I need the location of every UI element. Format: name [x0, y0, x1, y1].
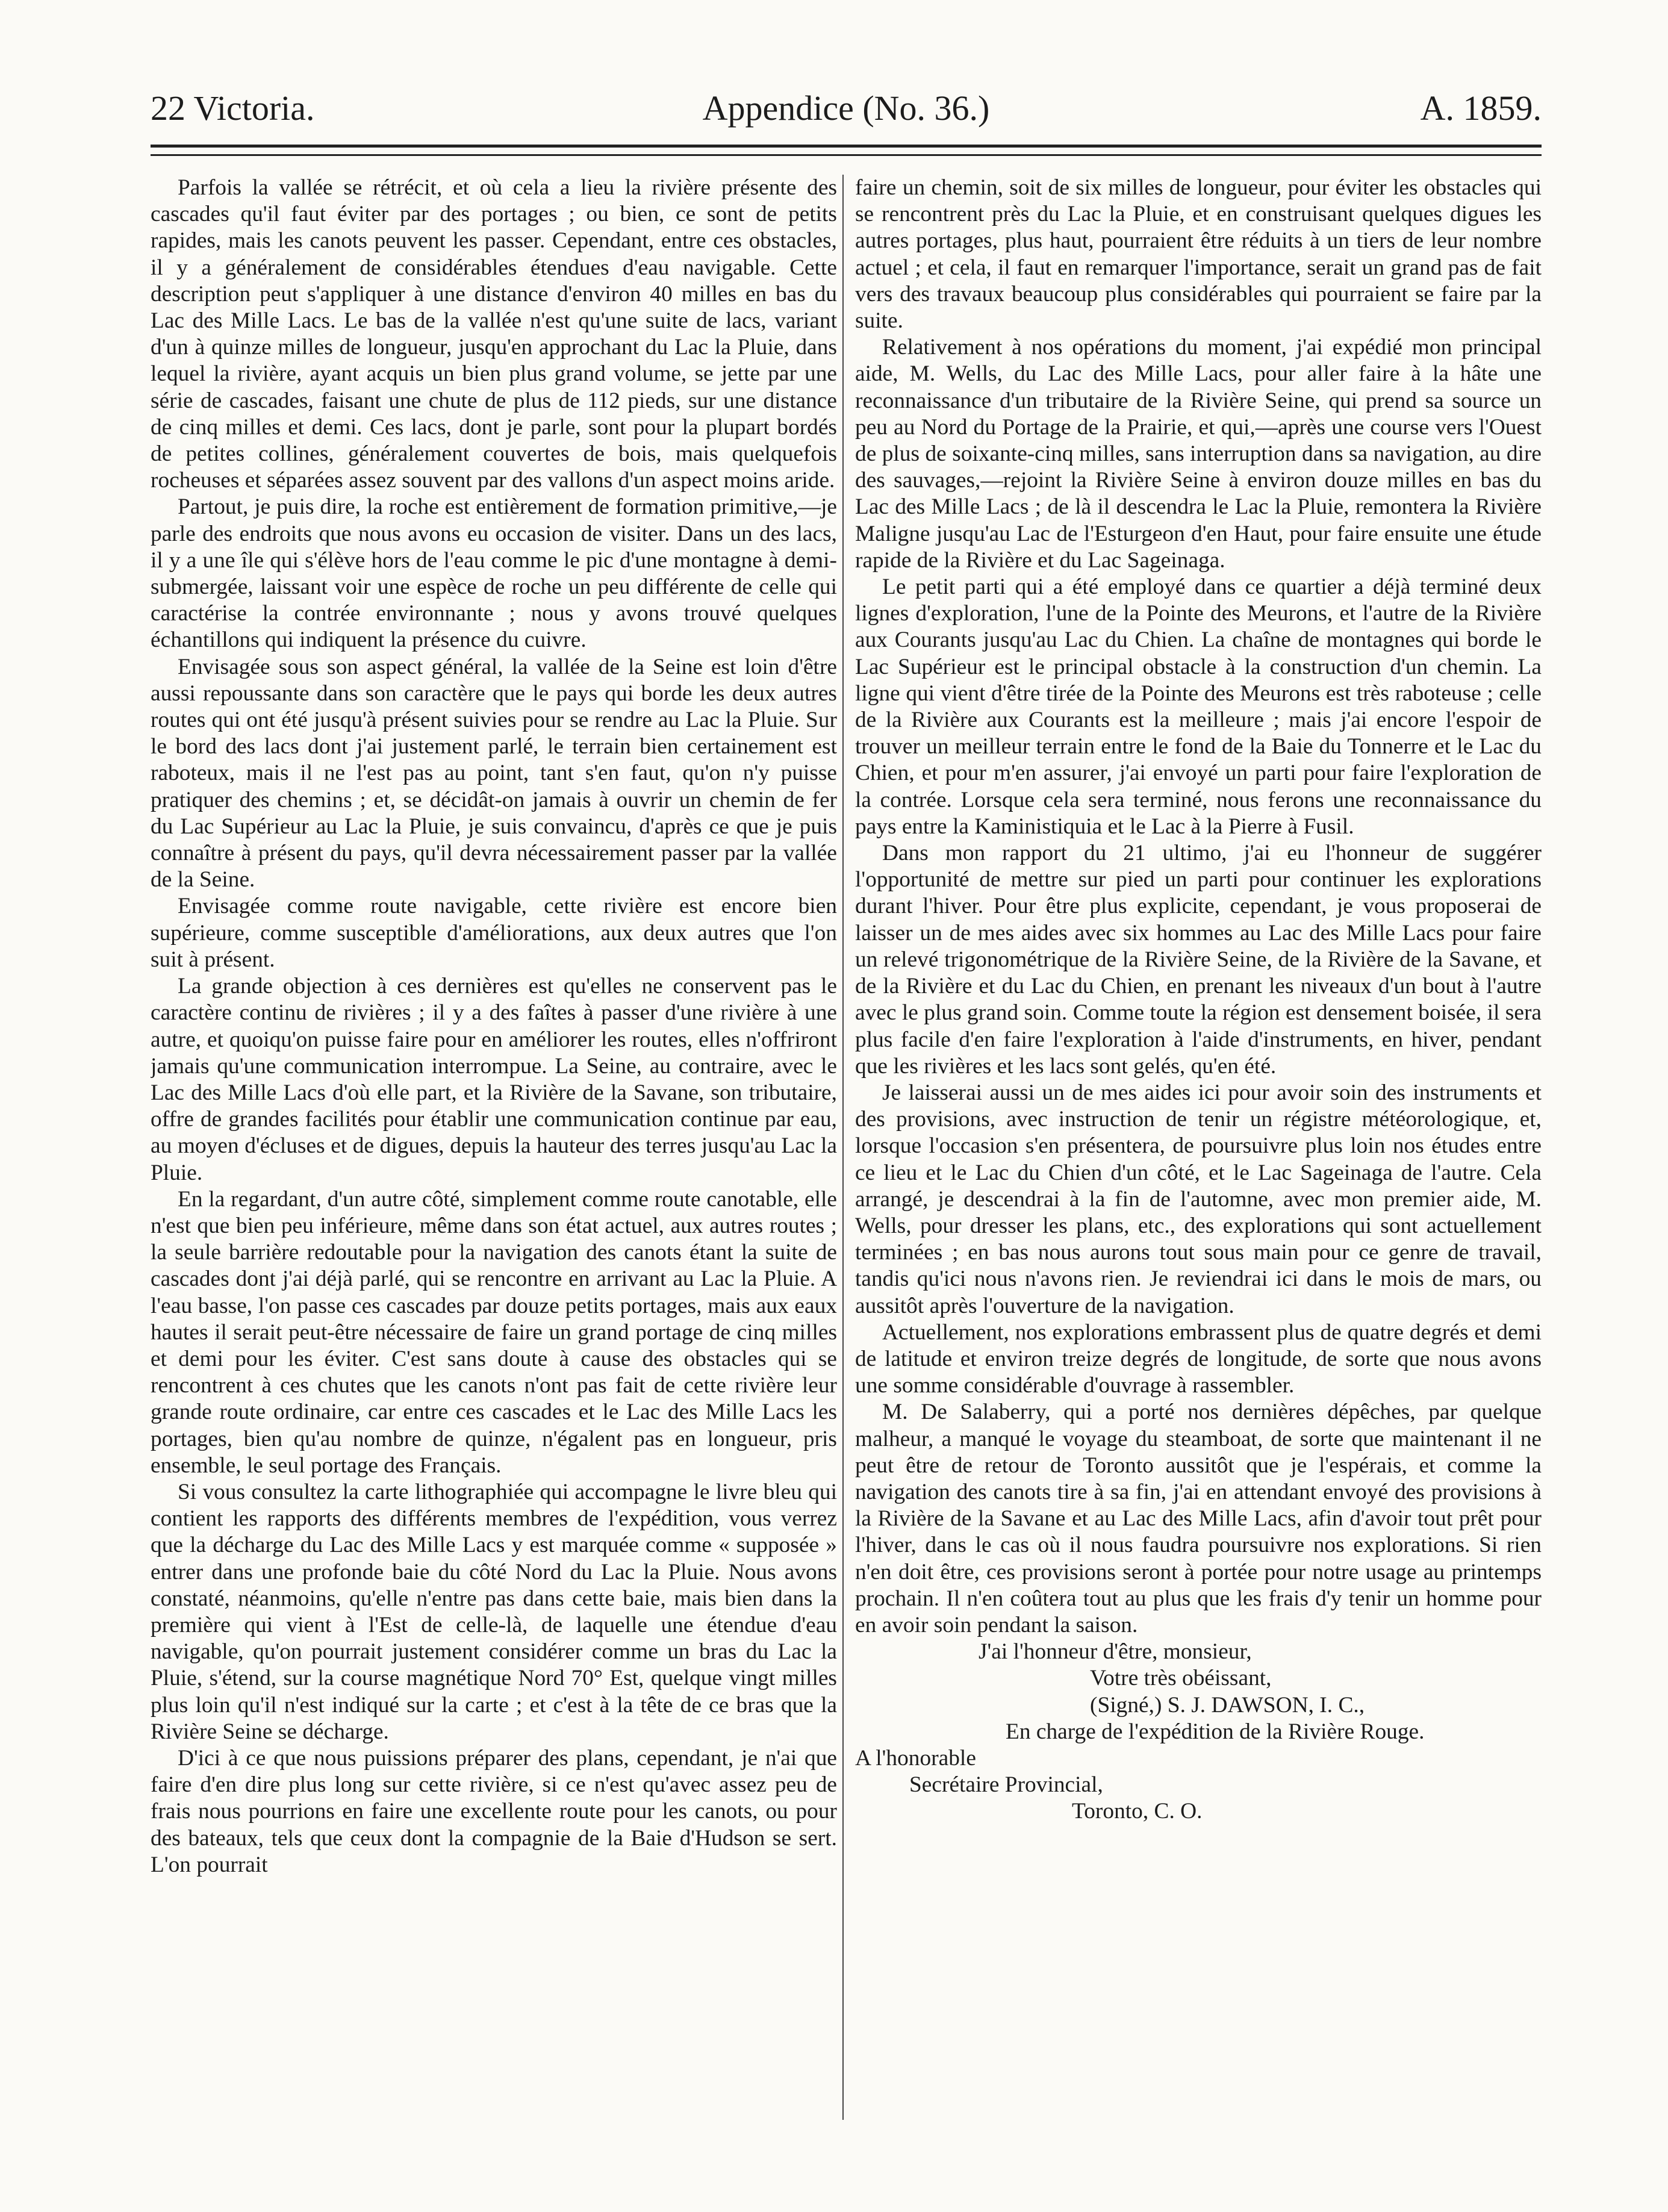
paragraph: Si vous consultez la carte lithographiée qui accompagne le livre bleu qui contient les rapports des différents membres de l'expédition, vous verrez que la décharge du Lac des Mille Lacs y est marquée comme « supposée » entrer dans une profonde baie du côté Nord du Lac la Pluie. Nous avons constaté, néanmoins, qu'elle n'entre pas dans cette baie, mais bien dans la première qui vient à l'Est de celle-là, de laquelle une étendue d'eau navigable, qu'on pourrait justement considérer comme un bras du Lac la Pluie, s'étend, sur la course magnétique Nord 70° Est, quelque vingt milles plus loin qu'il n'est indiqué sur la carte ; et c'est à la tête de ce bras que la Rivière Seine se décharge.	[151, 1479, 837, 1744]
closing-salutation: J'ai l'honneur d'être, monsieur,	[979, 1639, 1252, 1665]
paragraph: Le petit parti qui a été employé dans ce quartier a déjà terminé deux lignes d'exploration, l'une de la Pointe des Meurons, et l'autre de la Rivière aux Courants jusqu'au Lac du Chien. La chaîne de montagnes qui borde le Lac Supérieur est le principal obstacle à la construction d'un chemin. La ligne qui vient d'être tirée de la Pointe des Meurons est très raboteuse ; celle de la Rivière aux Courants est la meilleure ; mais j'ai encore l'espoir de trouver un meilleur terrain entre le fond de la Baie du Tonnerre et le Lac du Chien, et pour m'en assurer, j'ai envoyé un parti pour faire l'exploration de la contrée. Lorsque cela sera terminé, nous ferons une reconnaissance du pays entre la Kaministiquia et le Lac à la Pierre à Fusil.	[855, 575, 1542, 839]
header-year: A. 1859.	[1420, 89, 1542, 128]
paragraph: Envisagée sous son aspect général, la vallée de la Seine est loin d'être aussi repoussante dans son caractère que le pays qui borde les deux autres routes qui ont été jusqu'à présent suivies pour se rendre au Lac la Pluie. Sur le bord des lacs dont j'ai justement parlé, le terrain bien certainement est raboteux, mais il ne l'est pas au point, tant s'en faut, qu'on n'y puisse pratiquer des chemins ; et, se décidât-on jamais à ouvrir un chemin de fer du Lac Supérieur au Lac la Pluie, je suis convaincu, d'après ce que je puis connaître à présent du pays, qu'il devra nécessairement passer par la vallée de la Seine.	[151, 654, 837, 893]
left-column	[151, 175, 837, 2132]
header-appendix: Appendice (No. 36.)	[702, 89, 990, 128]
header-rule-thin	[151, 154, 1542, 156]
paragraph: Relativement à nos opérations du moment, j'ai expédié mon principal aide, M. Wells, du Lac des Mille Lacs, pour aller faire à la hâte une reconnaissance d'un tributaire de la Rivière Seine, qui prend sa source un peu au Nord du Portage de la Prairie, et qui,—après une course vers l'Ouest de plus de soixante-cinq milles, sans interruption dans sa navigation, au dire des sauvages,—rejoint la Rivière Seine à environ douze milles en bas du Lac des Mille Lacs ; de là il descendra le Lac la Pluie, remontera la Rivière Maligne jusqu'au Lac de l'Esturgeon d'en Haut, pour faire ensuite une étude rapide de la Rivière et du Lac Sageinaga.	[855, 335, 1542, 573]
header-rule-thick	[151, 145, 1542, 148]
paragraph-continued: faire un chemin, soit de six milles de longueur, pour éviter les obstacles qui se rencontrent près du Lac la Pluie, et en construisant quelques digues les autres portages, plus haut, pourraient être réduits à un tiers de leur nombre actuel ; et cela, il faut en remarquer l'importance, serait un grand pas de fait vers des travaux beaucoup plus considérables qui pourraient se faire par la suite.	[855, 175, 1542, 334]
paragraph: Actuellement, nos explorations embrassent plus de quatre degrés et demi de latitude et environ treize degrés de longitude, de sorte que nous avons une somme considérable d'ouvrage à rassembler.	[855, 1319, 1542, 1398]
paragraph: D'ici à ce que nous puissions préparer des plans, cependant, je n'ai que faire d'en dire plus long sur cette rivière, si ce n'est qu'avec assez peu de frais nous pourrions en faire une excellente route pour les canots, ou pour des bateaux, tels que ceux dont la compagnie de la Baie d'Hudson se sert. L'on pourrait	[151, 1745, 837, 1877]
addressee-line: A l'honorable	[855, 1745, 976, 1771]
right-column	[855, 175, 1542, 2132]
paragraph: En la regardant, d'un autre côté, simplement comme route canotable, elle n'est que bien peu inférieure, même dans son état actuel, aux autres routes ; la seule barrière redoutable pour la navigation des canots étant la suite de cascades dont j'ai déjà parlé, qui se rencontre en arrivant au Lac la Pluie. A l'eau basse, l'on passe ces cascades par douze petits portages, mais aux eaux hautes il serait peut-être nécessaire de faire un grand portage de cinq milles et demi pour les éviter. C'est sans doute à cause des obstacles qui se rencontrent à ces chutes que les canots n'ont pas fait de cette rivière leur grande route ordinaire, car entre ces cascades et le Lac des Mille Lacs les portages, bien qu'au nombre de quinze, n'égalent pas en longueur, pris ensemble, le seul portage des Français.	[151, 1186, 837, 1478]
running-header	[151, 84, 1542, 132]
paragraph: La grande objection à ces dernières est qu'elles ne conservent pas le caractère continu de rivières ; il y a des faîtes à passer d'une rivière à une autre, et quoiqu'on puisse faire pour en améliorer les routes, elles n'offriront jamais qu'une communication interrompue. La Seine, au contraire, avec le Lac des Mille Lacs d'où elle part, et la Rivière de la Savane, son tributaire, offre de grandes facilités pour établir une communication continue par eau, au moyen d'écluses et de digues, depuis la hauteur des terres jusqu'au Lac la Pluie.	[151, 974, 837, 1185]
paragraph: Envisagée comme route navigable, cette rivière est encore bien supérieure, comme susceptible d'améliorations, aux deux autres que l'on suit à présent.	[151, 894, 837, 972]
paragraph: Parfois la vallée se rétrécit, et où cela a lieu la rivière présente des cascades qu'il faut éviter par des portages ; ou bien, ce sont de petits rapides, mais les canots peuvent les passer. Cependant, entre ces obstacles, il y a généralement de considérables étendues d'eau navigable. Cette description peut s'appliquer à une distance d'environ 40 milles en bas du Lac des Mille Lacs. Le bas de la vallée n'est qu'une suite de lacs, variant d'un à quinze milles de longueur, jusqu'en approchant du Lac la Pluie, dans lequel la rivière, ayant acquis un bien plus grand volume, se jette par une série de cascades, faisant une chute de plus de 112 pieds, sur une distance de cinq milles et demi. Ces lacs, dont je parle, sont pour la plupart bordés de petites collines, généralement couvertes de bois, mais quelquefois rocheuses et séparées assez souvent par des vallons d'un aspect moins aride.	[151, 175, 837, 493]
letter-closing	[855, 1639, 1542, 1825]
closing-role: En charge de l'expédition de la Rivière Rouge.	[1006, 1719, 1425, 1744]
paragraph: Dans mon rapport du 21 ultimo, j'ai eu l'honneur de suggérer l'opportunité de mettre sur pied un parti pour continuer les explorations durant l'hiver. Pour être plus explicite, cependant, je vous proposerai de laisser un de mes aides avec six hommes au Lac des Mille Lacs pour faire un relevé trigonométrique de la Rivière Seine, de la Rivière de la Savane, et de la Rivière et du Lac du Chien, en prenant les niveaux d'un bout à l'autre avec le plus grand soin. Comme toute la région est densement boisée, il sera plus facile d'en faire l'exploration à l'aide d'instruments, en hiver, pendant que les rivières et les lacs sont gelés, qu'en été.	[855, 841, 1542, 1079]
closing-signature: (Signé,) S. J. DAWSON, I. C.,	[1090, 1692, 1365, 1718]
addressee-title: Secrétaire Provincial,	[909, 1772, 1103, 1798]
addressee-place: Toronto, C. O.	[1072, 1799, 1203, 1824]
paragraph: M. De Salaberry, qui a porté nos dernières dépêches, par quelque malheur, a manqué le voyage du steamboat, de sorte que maintenant il ne peut être de retour de Toronto aussitôt que je l'espérais, et comme la navigation des canots tire à sa fin, j'ai en attendant envoyé des provisions à la Rivière de la Savane et au Lac des Mille Lacs, afin d'avoir tout prêt pour l'hiver, dans le cas où il nous faudra poursuivre nos explorations. Si rien n'en doit être, ces provisions seront à portée pour notre usage au printemps prochain. Il n'en coûtera tout au plus que les frais d'y tenir un homme pour en avoir soin pendant la saison.	[855, 1400, 1542, 1637]
paragraph: Je laisserai aussi un de mes aides ici pour avoir soin des instruments et des provisions, avec instruction de tenir un régistre météorologique, et, lorsque l'occasion s'en présentera, de poursuivre plus loin nos études entre ce lieu et le Lac du Chien d'un côté, et le Lac Sageinaga de l'autre. Cela arrangé, je descendrai à la fin de l'automne, avec mon premier aide, M. Wells, pour dresser les plans, etc., des explorations qui sont actuellement terminées ; en bas nous aurons tout sous main pour ce genre de travail, tandis qu'ici nous n'avons rien. Je reviendrai ici dans le mois de mars, ou aussitôt après l'ouverture de la navigation.	[855, 1080, 1542, 1318]
header-session: 22 Victoria.	[151, 89, 315, 128]
paragraph: Partout, je puis dire, la roche est entièrement de formation primitive,—je parle des endroits que nous avons eu occasion de visiter. Dans un des lacs, il y a une île qui s'élève hors de l'eau comme le pic d'une montagne à demi-submergée, laissant voir une espèce de roche un peu différente de celle qui caractérise la contrée environnante ; nous y avons trouvé quelques échantillons qui indiquent la présence du cuivre.	[151, 494, 837, 653]
column-divider	[842, 175, 844, 2120]
closing-obedient: Votre très obéissant,	[1090, 1666, 1272, 1691]
